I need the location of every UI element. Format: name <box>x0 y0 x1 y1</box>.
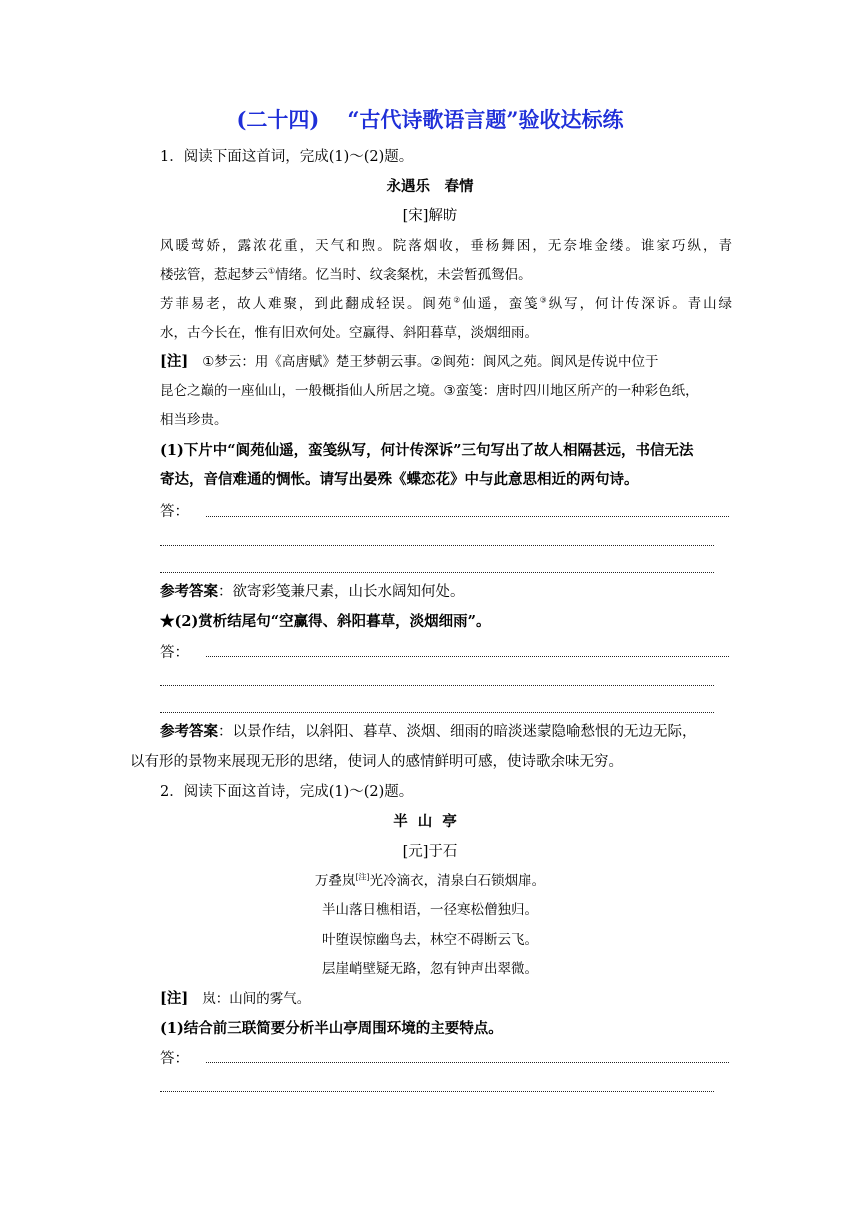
q1-note-line2: 昆仑之巅的一座仙山，一般概指仙人所居之境。③蛮笺：唐时四川地区所产的一种彩色纸， <box>160 383 699 399</box>
footnote-marker: [注] <box>355 872 370 882</box>
q1-sub2-answer-line-2[interactable] <box>160 685 714 686</box>
page-title <box>0 104 860 134</box>
q1-sub2-question: ★(2)赏析结尾句“空赢得、斜阳暮草，淡烟细雨”。 <box>160 613 491 630</box>
q2-poem-line1: 万叠岚[注]光冷滴衣，清泉白石锁烟扉。 <box>314 872 546 889</box>
q2-sub1-answer-label: 答： <box>160 1051 189 1067</box>
q2-note-label: [注] <box>160 990 189 1007</box>
q1-stanza2-line2: 水，古今长在，惟有旧欢何处。空赢得、斜阳暮草，淡烟细雨。 <box>160 325 538 341</box>
q1-note-label: [注] <box>160 353 189 370</box>
q1-sub1-reference-answer: 参考答案：欲寄彩笺兼尺素，山长水阔知何处。 <box>160 583 465 600</box>
q2-sub1-answer-line-2[interactable] <box>160 1091 714 1092</box>
q2-poem-line2: 半山落日樵相语，一径寒松僧独归。 <box>322 902 538 918</box>
footnote-marker-2: ② <box>453 295 463 305</box>
q1-sub1-line1: (1)下片中“阆苑仙遥，蛮笺纵写，何计传深诉”三句写出了故人相隔甚远，书信无法 <box>160 442 694 459</box>
q2-author: [元]于石 <box>402 844 458 860</box>
title-text: “古代诗歌语言题”验收达标练 <box>347 107 624 132</box>
q1-sub1-answer-line-1[interactable] <box>206 516 729 517</box>
q1-sub2-answer-line-3[interactable] <box>160 712 714 713</box>
q1-stanza2-line1: 芳菲易老，故人难聚，到此翻成轻误。阆苑②仙遥，蛮笺③纵写，何计传深诉。青山绿 <box>160 295 733 312</box>
q1-sub1-answer-label: 答： <box>160 504 189 520</box>
footnote-marker-3: ③ <box>539 295 549 305</box>
q1-stanza1-line1: 风暖莺娇，露浓花重，天气和煦。院落烟收，垂杨舞困，无奈堆金缕。谁家巧纵，青 <box>160 238 732 254</box>
title-number: (二十四) <box>236 107 320 132</box>
q2-note: [注] 岚：山间的雾气。 <box>160 990 311 1007</box>
q2-intro: 2．阅读下面这首诗，完成(1)～(2)题。 <box>160 784 414 800</box>
q2-poem-line3: 叶堕误惊幽鸟去，林空不碍断云飞。 <box>322 932 538 948</box>
q1-sub1-answer-line-2[interactable] <box>160 545 714 546</box>
q1-sub2-reference-line2: 以有形的景物来展现无形的思绪，使词人的感情鲜明可感，使诗歌余味无穷。 <box>130 754 623 770</box>
q2-sub1-answer-line-1[interactable] <box>206 1062 729 1063</box>
q1-sub2-answer-line-1[interactable] <box>206 656 729 657</box>
q1-stanza1-line2: 楼弦管，惹起梦云①情绪。忆当时、纹衾粲枕，未尝暂孤鸳侣。 <box>160 266 532 283</box>
footnote-marker-1: ① <box>268 266 276 276</box>
q1-sub1-answer-line-3[interactable] <box>160 572 714 573</box>
q1-intro: 1．阅读下面这首词，完成(1)～(2)题。 <box>160 149 414 165</box>
q2-poem-line4: 层崖峭壁疑无路，忽有钟声出翠微。 <box>322 961 538 977</box>
q1-poem-title: 永遇乐 春情 <box>386 178 474 195</box>
ref-answer-label: 参考答案 <box>160 723 218 740</box>
q1-sub1-line2: 寄达，音信难通的惆怅。请写出晏殊《蝶恋花》中与此意思相近的两句诗。 <box>160 471 639 488</box>
ref-answer-label: 参考答案 <box>160 583 218 600</box>
q1-note-line3: 相当珍贵。 <box>160 412 228 428</box>
q2-sub1-question: (1)结合前三联简要分析半山亭周围环境的主要特点。 <box>160 1020 503 1037</box>
q1-sub2-answer-label: 答： <box>160 645 189 661</box>
q1-sub2-reference-line1: 参考答案：以景作结，以斜阳、暮草、淡烟、细雨的暗淡迷蒙隐喻愁恨的无边无际， <box>160 723 697 740</box>
q1-author: [宋]解昉 <box>402 208 458 224</box>
q2-poem-title: 半山亭 <box>393 813 467 830</box>
q1-note-line1: [注] ①梦云：用《高唐赋》楚王梦朝云事。②阆苑：阆风之苑。阆风是传说中位于 <box>160 353 659 370</box>
